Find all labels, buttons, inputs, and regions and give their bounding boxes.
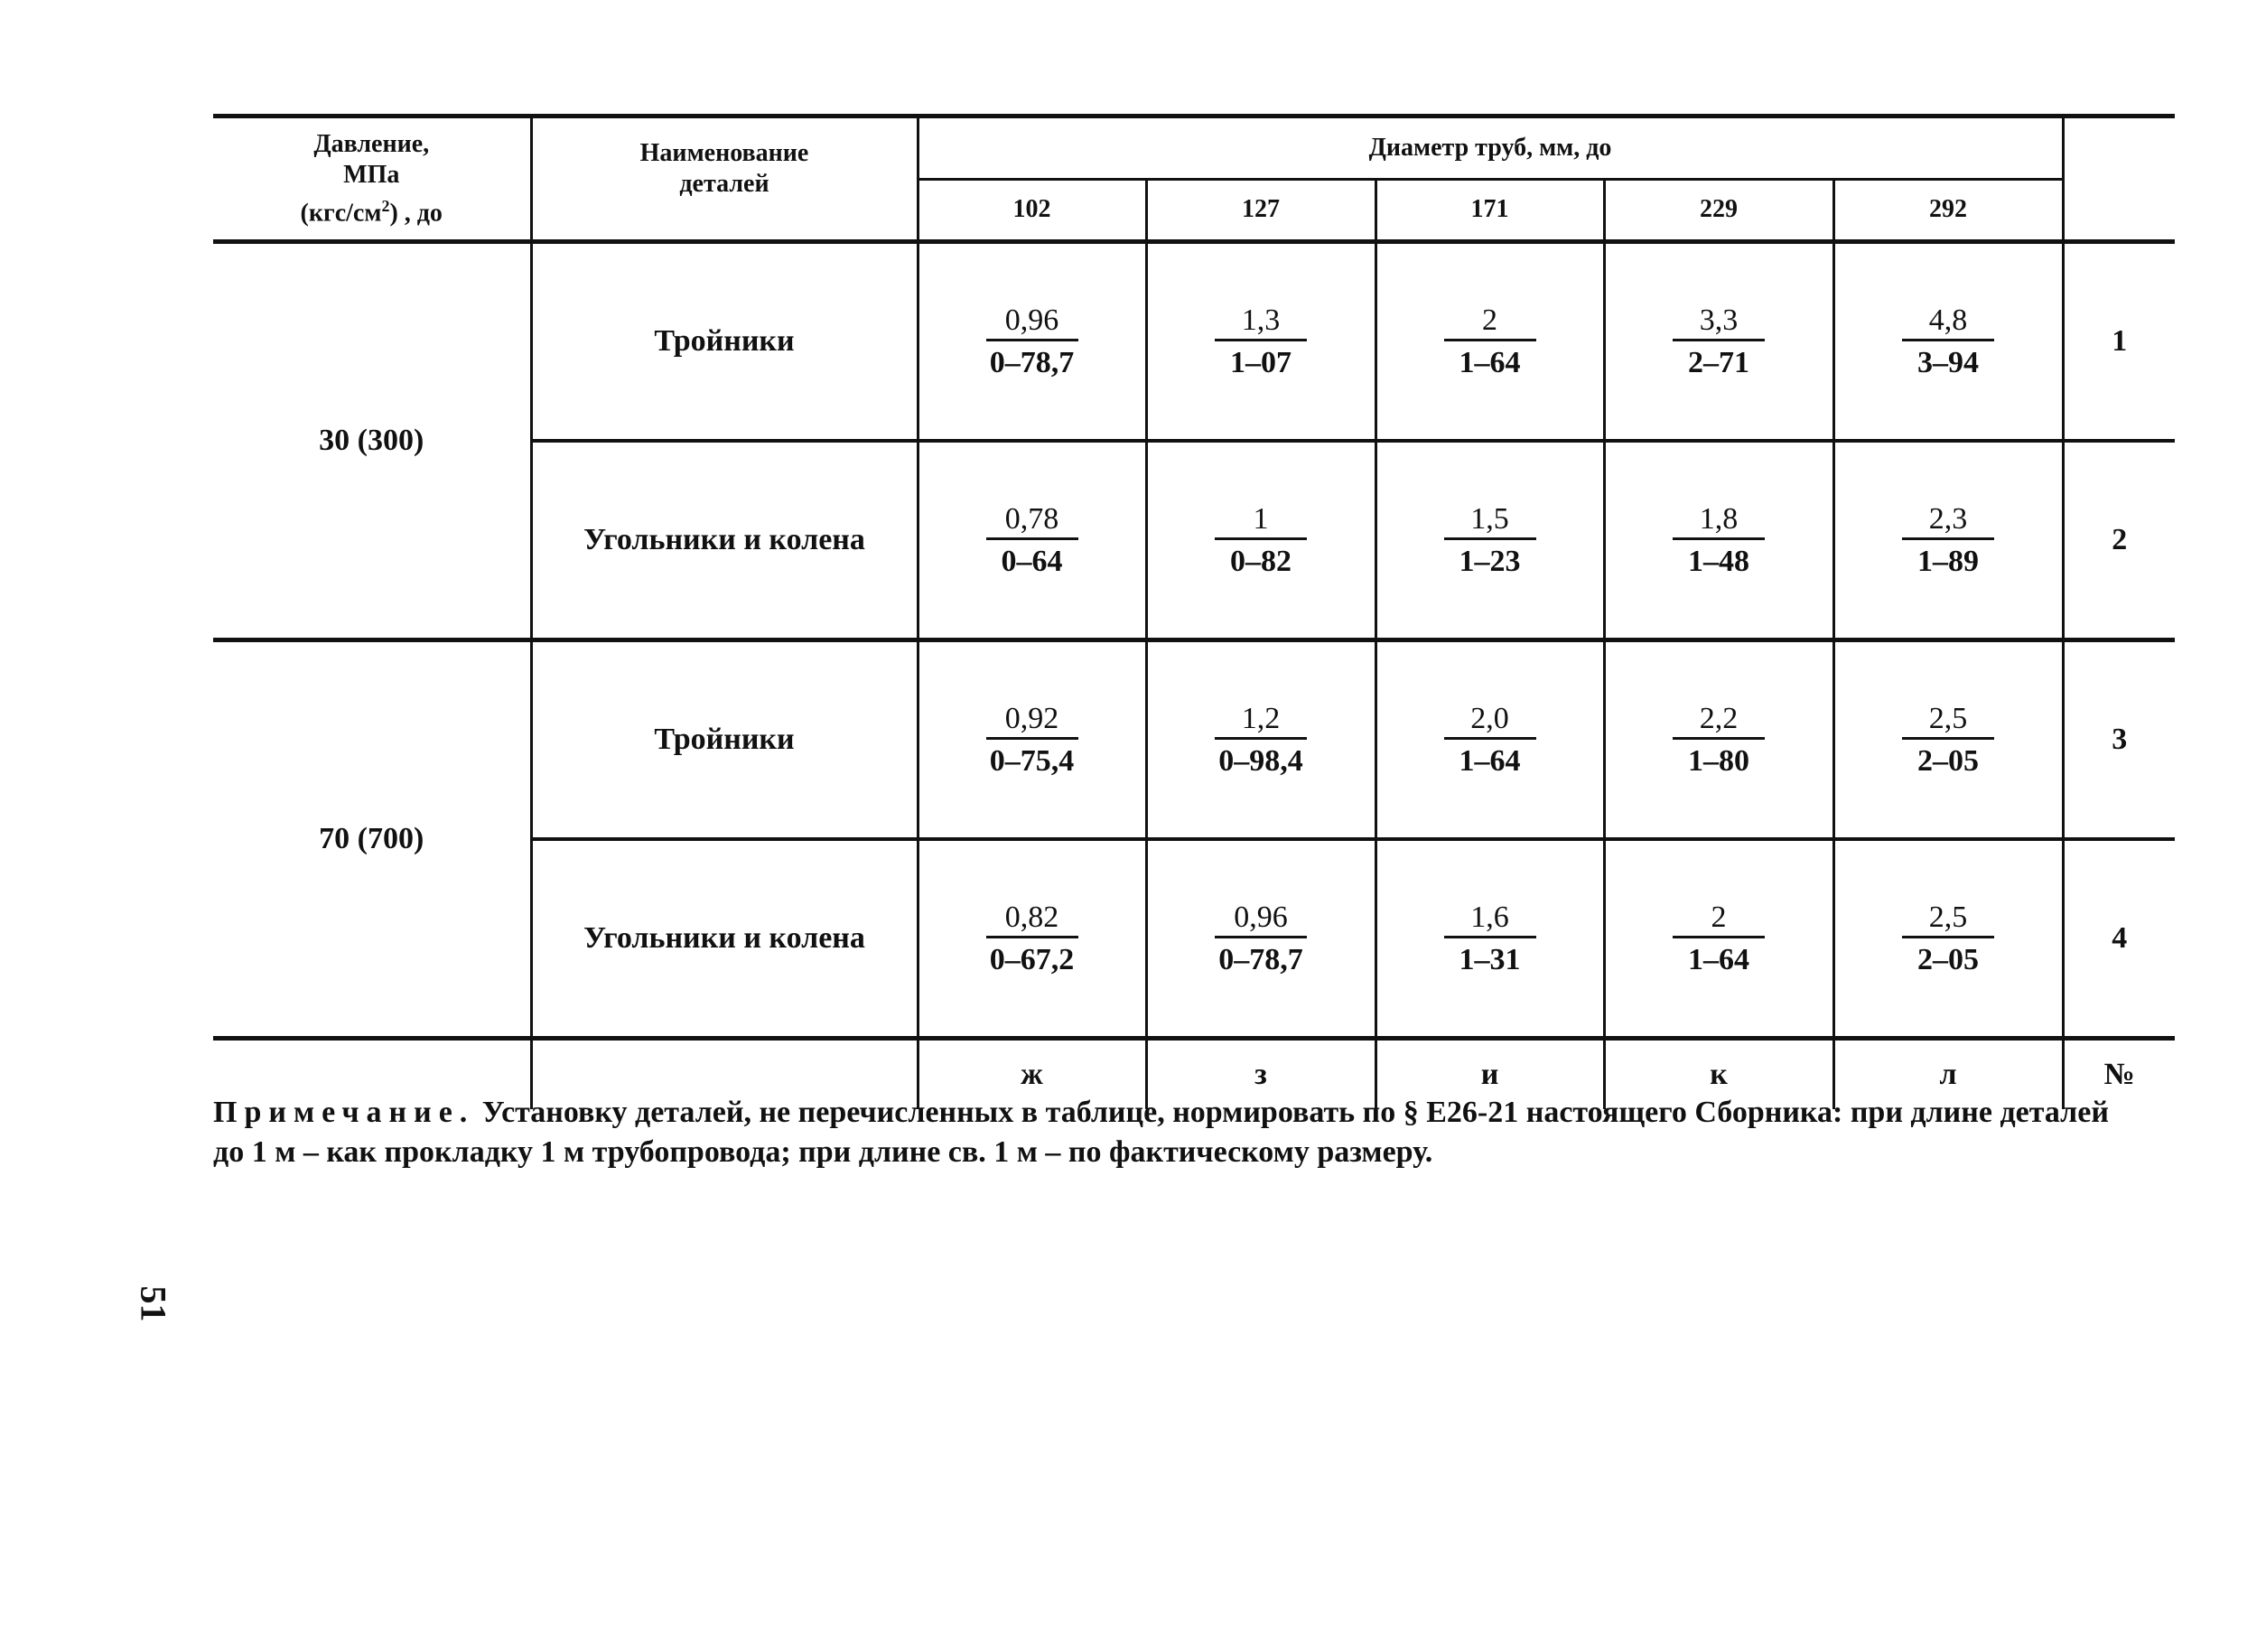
detail-name-cell: Тройники [531, 242, 918, 442]
fraction-denominator: 1–64 [1688, 942, 1749, 976]
value-cell [1146, 242, 1375, 442]
table-row [213, 242, 2175, 442]
fraction-numerator: 3,3 [1673, 303, 1765, 341]
table-row [213, 640, 2175, 840]
row-number: 1 [2063, 242, 2175, 442]
fraction-numerator: 0,96 [986, 303, 1078, 341]
value-cell [1375, 242, 1604, 442]
fraction [1673, 501, 1765, 580]
fraction-denominator: 1–64 [1459, 743, 1521, 778]
value-cell [918, 640, 1146, 840]
note-text: Установку деталей, не перечисленных в таблице, нормировать по § Е26-21 настоящего Сборника: при длине деталей до 1 м – как прокладку 1 м трубопровода; при длине св. 1 м – по фактическому размеру. [213, 1096, 2109, 1169]
value-cell [1833, 441, 2063, 640]
fraction-denominator: 1–80 [1688, 743, 1749, 778]
note-label: Примечание. [213, 1096, 475, 1129]
fraction-denominator: 0–78,7 [989, 345, 1075, 379]
fraction-numerator: 1,6 [1444, 900, 1536, 938]
value-cell [1604, 839, 1833, 1039]
number-sign: № [2063, 1039, 2175, 1110]
detail-name-header [531, 117, 918, 242]
fraction [986, 501, 1078, 580]
diameter-171: 171 [1375, 179, 1604, 242]
value-cell [1833, 839, 2063, 1039]
fraction-denominator: 2–71 [1688, 345, 1749, 379]
detail-name-cell: Угольники и колена [531, 441, 918, 640]
value-cell [918, 839, 1146, 1039]
fraction-numerator: 0,96 [1215, 900, 1307, 938]
fraction [1444, 303, 1536, 381]
fraction-numerator: 2 [1444, 303, 1536, 341]
fraction-denominator: 0–98,4 [1218, 743, 1303, 778]
diameter-229: 229 [1604, 179, 1833, 242]
fraction-denominator: 0–82 [1230, 544, 1292, 578]
diameter-102: 102 [918, 179, 1146, 242]
fraction-denominator: 0–75,4 [989, 743, 1075, 778]
pressure-cell: 70 (700) [213, 640, 531, 1039]
fraction-denominator: 2–05 [1917, 942, 1979, 976]
fraction-denominator: 0–67,2 [989, 942, 1075, 976]
fraction [1215, 501, 1307, 580]
fraction-denominator: 3–94 [1917, 345, 1979, 379]
fraction-numerator: 0,82 [986, 900, 1078, 938]
fraction-numerator: 1,2 [1215, 701, 1307, 740]
column-letter: з [1146, 1039, 1375, 1110]
diameter-127: 127 [1146, 179, 1375, 242]
fraction [986, 900, 1078, 978]
fraction [1902, 900, 1994, 978]
pressure-header-line-3: $(кгс/см^2)$ , до [300, 196, 443, 228]
page-number: 51 [133, 1285, 174, 1322]
fraction-denominator: 2–05 [1917, 743, 1979, 778]
fraction [986, 701, 1078, 779]
pressure-cell: 30 (300) [213, 242, 531, 640]
fraction [1902, 701, 1994, 779]
fraction-denominator: 1–48 [1688, 544, 1749, 578]
fraction-denominator: 1–07 [1230, 345, 1292, 379]
fraction-numerator: 0,78 [986, 501, 1078, 540]
row-number: 4 [2063, 839, 2175, 1039]
value-cell [1375, 640, 1604, 840]
fraction-denominator: 1–64 [1459, 345, 1521, 379]
fraction-numerator: 2,5 [1902, 701, 1994, 740]
fraction-numerator: 4,8 [1902, 303, 1994, 341]
fraction-numerator: 1,3 [1215, 303, 1307, 341]
norms-table [213, 114, 2175, 1109]
pressure-header-line-1: Давление, [313, 129, 430, 158]
detail-name-header-line-2: деталей [679, 170, 769, 198]
table-note [213, 1093, 2119, 1172]
value-cell [1604, 242, 1833, 442]
fraction [1444, 501, 1536, 580]
column-letter: и [1375, 1039, 1604, 1110]
detail-name-cell: Угольники и колена [531, 839, 918, 1039]
value-cell [918, 441, 1146, 640]
rownum-header-blank [2063, 117, 2175, 242]
fraction-numerator: 1,5 [1444, 501, 1536, 540]
fraction [1673, 900, 1765, 978]
column-letter: л [1833, 1039, 2063, 1110]
fraction [1444, 701, 1536, 779]
diameter-292: 292 [1833, 179, 2063, 242]
detail-name-header-line-1: Наименование [639, 139, 809, 167]
detail-name-cell: Тройники [531, 640, 918, 840]
row-number: 3 [2063, 640, 2175, 840]
fraction [986, 303, 1078, 381]
value-cell [1375, 441, 1604, 640]
fraction [1215, 900, 1307, 978]
fraction-numerator: 2,5 [1902, 900, 1994, 938]
value-cell [918, 242, 1146, 442]
fraction [1673, 701, 1765, 779]
value-cell [1833, 242, 2063, 442]
pressure-header-line-2: МПа [343, 160, 400, 189]
column-letter: ж [918, 1039, 1146, 1110]
fraction [1902, 303, 1994, 381]
value-cell [1146, 640, 1375, 840]
header-row-1 [213, 117, 2175, 180]
fraction [1444, 900, 1536, 978]
fraction-denominator: 0–64 [1001, 544, 1063, 578]
fraction-numerator: 1,8 [1673, 501, 1765, 540]
fraction-numerator: 2,0 [1444, 701, 1536, 740]
fraction-denominator: 0–78,7 [1218, 942, 1303, 976]
pressure-header [213, 117, 531, 242]
value-cell [1146, 441, 1375, 640]
fraction-denominator: 1–89 [1917, 544, 1979, 578]
fraction-numerator: 0,92 [986, 701, 1078, 740]
value-cell [1146, 839, 1375, 1039]
fraction [1215, 701, 1307, 779]
fraction-numerator: 2,2 [1673, 701, 1765, 740]
diameter-group-header: Диаметр труб, мм, до [918, 117, 2063, 180]
fraction [1902, 501, 1994, 580]
value-cell [1375, 839, 1604, 1039]
fraction-numerator: 1 [1215, 501, 1307, 540]
value-cell [1604, 441, 1833, 640]
fraction-denominator: 1–23 [1459, 544, 1521, 578]
value-cell [1604, 640, 1833, 840]
column-letter: к [1604, 1039, 1833, 1110]
fraction [1215, 303, 1307, 381]
fraction-numerator: 2 [1673, 900, 1765, 938]
row-number: 2 [2063, 441, 2175, 640]
value-cell [1833, 640, 2063, 840]
fraction-numerator: 2,3 [1902, 501, 1994, 540]
fraction [1673, 303, 1765, 381]
fraction-denominator: 1–31 [1459, 942, 1521, 976]
